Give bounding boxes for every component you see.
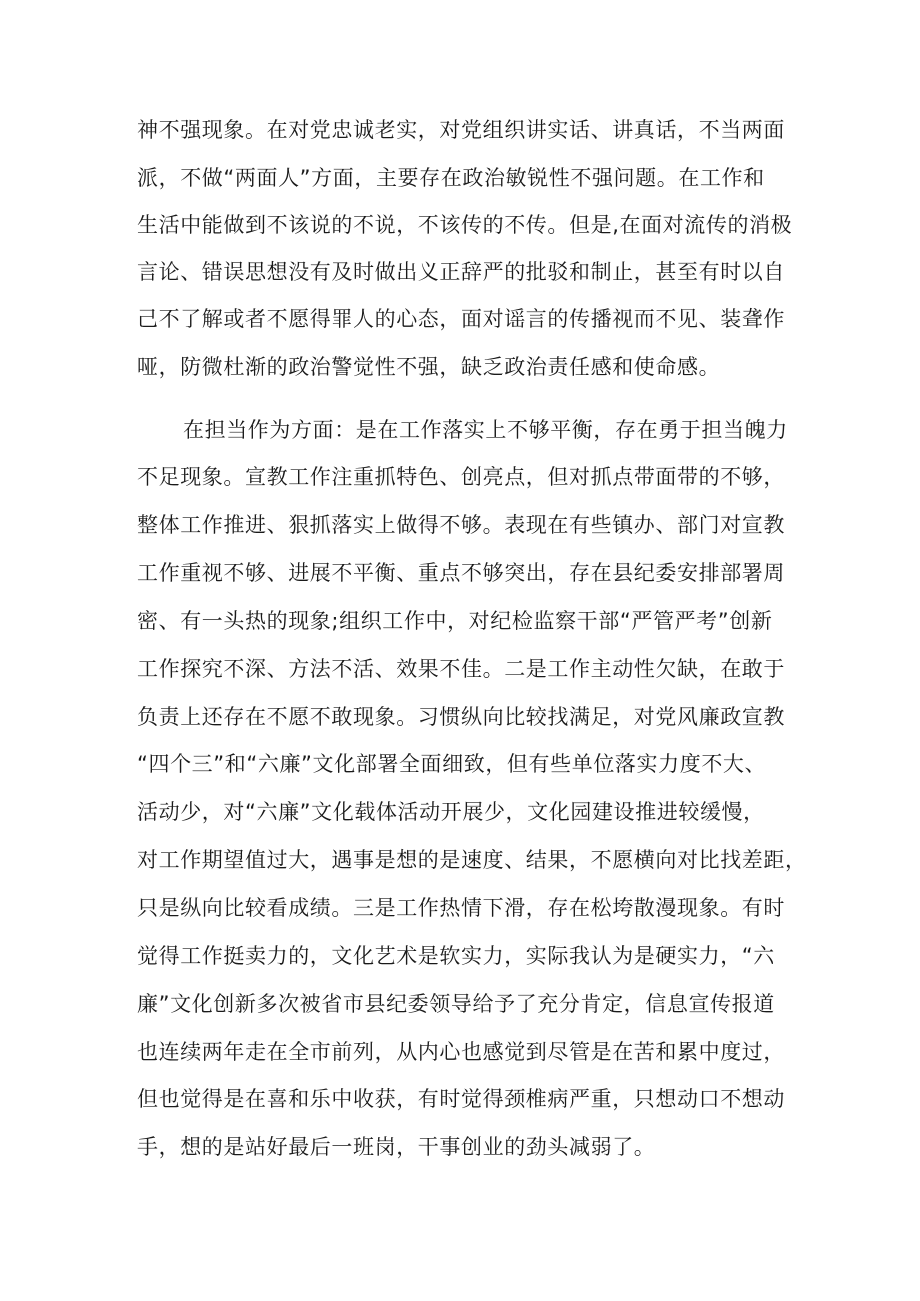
paragraph-2-line-4: 工作重视不够、进展不平衡、重点不够突出，存在县纪委安排部署周 <box>137 561 785 585</box>
paragraph-2-line-10: 对工作期望值过大，遇事是想的是速度、结果，不愿横向对比找差距， <box>137 848 807 872</box>
paragraph-1-line-4: 言论、错误思想没有及时做出义正辞严的批驳和制止，甚至有时以自 <box>137 260 785 284</box>
paragraph-1-line-2: 派，不做“两面人”方面，主要存在政治敏锐性不强问题。在工作和 <box>137 166 765 190</box>
paragraph-2-line-2: 不足现象。宣教工作注重抓特色、创亮点，但对抓点带面带的不够， <box>137 465 785 489</box>
paragraph-1-line-5: 己不了解或者不愿得罪人的心态，面对谣言的传播视而不见、装聋作 <box>137 307 785 331</box>
paragraph-2-line-6: 工作探究不深、方法不活、效果不佳。二是工作主动性欠缺，在敢于 <box>137 657 785 681</box>
paragraph-1-line-3: 生活中能做到不该说的不说，不该传的不传。但是,在面对流传的消极 <box>137 213 793 237</box>
paragraph-2-line-12: 觉得工作挺卖力的，文化艺术是软实力，实际我认为是硬实力，“六 <box>137 944 775 968</box>
paragraph-1-line-1: 神不强现象。在对党忠诚老实，对党组织讲实话、讲真话，不当两面 <box>137 118 785 142</box>
paragraph-2-line-13: 廉”文化创新多次被省市县纪委领导给予了充分肯定，信息宣传报道 <box>137 992 775 1016</box>
paragraph-2-line-7: 负责上还存在不愿不敢现象。习惯纵向比较找满足，对党风廉政宣教 <box>137 705 785 729</box>
paragraph-1-line-6: 哑，防微杜渐的政治警觉性不强，缺乏政治责任感和使命感。 <box>137 355 721 379</box>
paragraph-2-line-14: 也连续两年走在全市前列，从内心也感觉到尽管是在苦和累中度过， <box>137 1040 785 1064</box>
paragraph-2-line-9: 活动少，对“六廉”文化载体活动开展少，文化园建设推进较缓慢， <box>137 800 765 824</box>
paragraph-2-line-16: 手，想的是站好最后一班岗，干事创业的劲头减弱了。 <box>137 1135 656 1159</box>
paragraph-2-line-11: 只是纵向比较看成绩。三是工作热情下滑，存在松垮散漫现象。有时 <box>137 896 785 920</box>
paragraph-2-line-1: 在担当作为方面：是在工作落实上不够平衡，存在勇于担当魄力 <box>183 418 788 442</box>
paragraph-2-line-15: 但也觉得是在喜和乐中收获，有时觉得颈椎病严重，只想动口不想动 <box>137 1087 785 1111</box>
paragraph-2-line-3: 整体工作推进、狠抓落实上做得不够。表现在有些镇办、部门对宣教 <box>137 513 785 537</box>
paragraph-2-line-8: “四个三”和“六廉”文化部署全面细致，但有些单位落实力度不大、 <box>137 752 767 776</box>
paragraph-2-line-5: 密、有一头热的现象;组织工作中，对纪检监察干部“严管严考”创新 <box>137 609 773 633</box>
